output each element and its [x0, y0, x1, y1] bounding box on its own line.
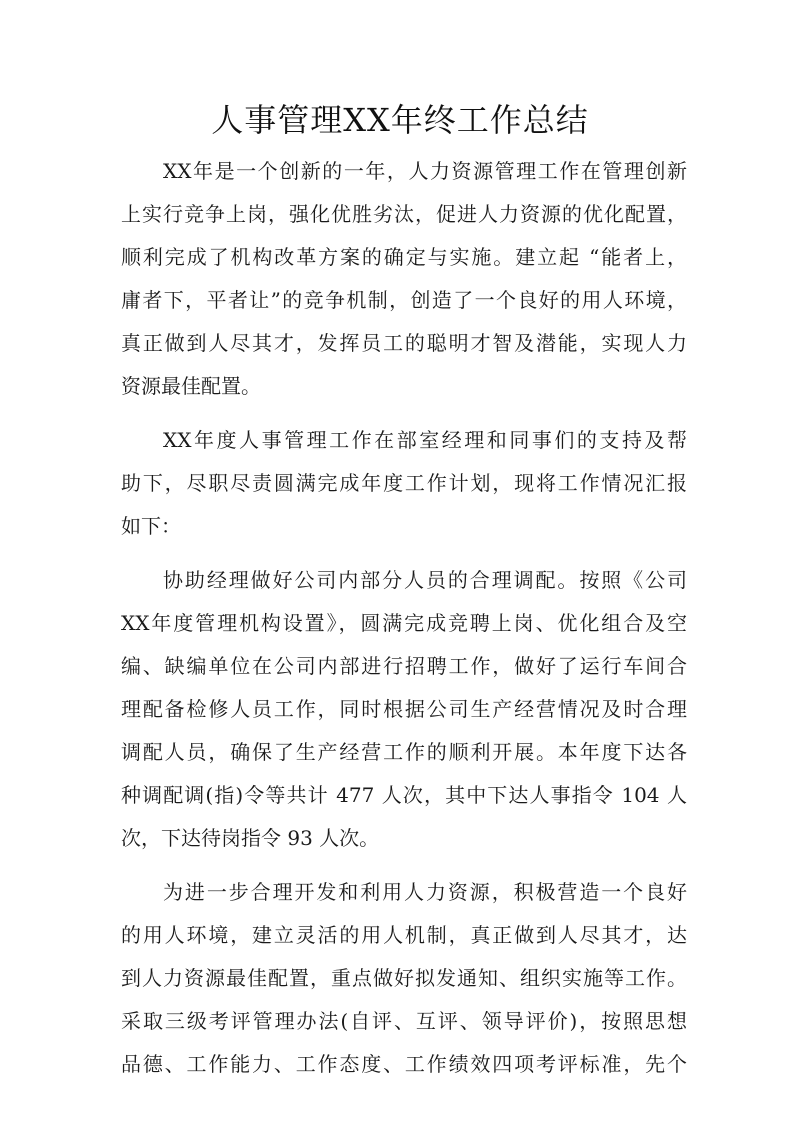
paragraph-1: [121, 150, 687, 408]
text-line: XX年度人事管理工作在部室经理和同事们的支持及帮: [163, 428, 687, 452]
document-title: 人事管理XX年终工作总结: [211, 101, 589, 139]
text-line: 次，下达待岗指令 93 人次。: [121, 826, 380, 850]
text-line: XX年度管理机构设置》，圆满完成竞聘上岗、优化组合及空: [121, 611, 687, 635]
paragraph-3: [121, 559, 687, 860]
text-line: 协助经理做好公司内部分人员的合理调配。按照《公司: [163, 568, 687, 592]
paragraph-4: [121, 871, 687, 1086]
text-line: 为进一步合理开发和利用人力资源，积极营造一个良好: [163, 880, 687, 904]
text-line: 顺利完成了机构改革方案的确定与实施。建立起 “能者上，: [121, 245, 687, 269]
text-line: 编、缺编单位在公司内部进行招聘工作，做好了运行车间合: [121, 654, 687, 678]
text-line: 资源最佳配置。: [121, 374, 261, 398]
text-line: 种调配调(指)令等共计 477 人次，其中下达人事指令 104 人: [121, 783, 687, 807]
text-line: 庸者下，平者让”的竞争机制，创造了一个良好的用人环境，: [121, 288, 687, 312]
text-line: 如下：: [121, 514, 181, 538]
text-line: 助下，尽职尽责圆满完成年度工作计划，现将工作情况汇报: [121, 471, 687, 495]
paragraph-2: [121, 419, 687, 548]
text-line: 到人力资源最佳配置，重点做好拟发通知、组织实施等工作。: [121, 966, 687, 990]
text-line: 调配人员，确保了生产经营工作的顺利开展。本年度下达各: [121, 740, 687, 764]
text-line: 真正做到人尽其才，发挥员工的聪明才智及潜能，实现人力: [121, 331, 687, 355]
text-line: 上实行竞争上岗，强化优胜劣汰，促进人力资源的优化配置，: [121, 202, 687, 226]
text-line: 品德、工作能力、工作态度、工作绩效四项考评标准，先个: [121, 1052, 687, 1076]
document-body: [121, 150, 687, 1097]
text-line: 的用人环境，建立灵活的用人机制，真正做到人尽其才，达: [121, 923, 687, 947]
text-line: XX年是一个创新的一年，人力资源管理工作在管理创新: [163, 159, 687, 183]
text-line: 理配备检修人员工作，同时根据公司生产经营情况及时合理: [121, 697, 687, 721]
text-line: 采取三级考评管理办法(自评、互评、领导评价)，按照思想: [121, 1009, 687, 1033]
